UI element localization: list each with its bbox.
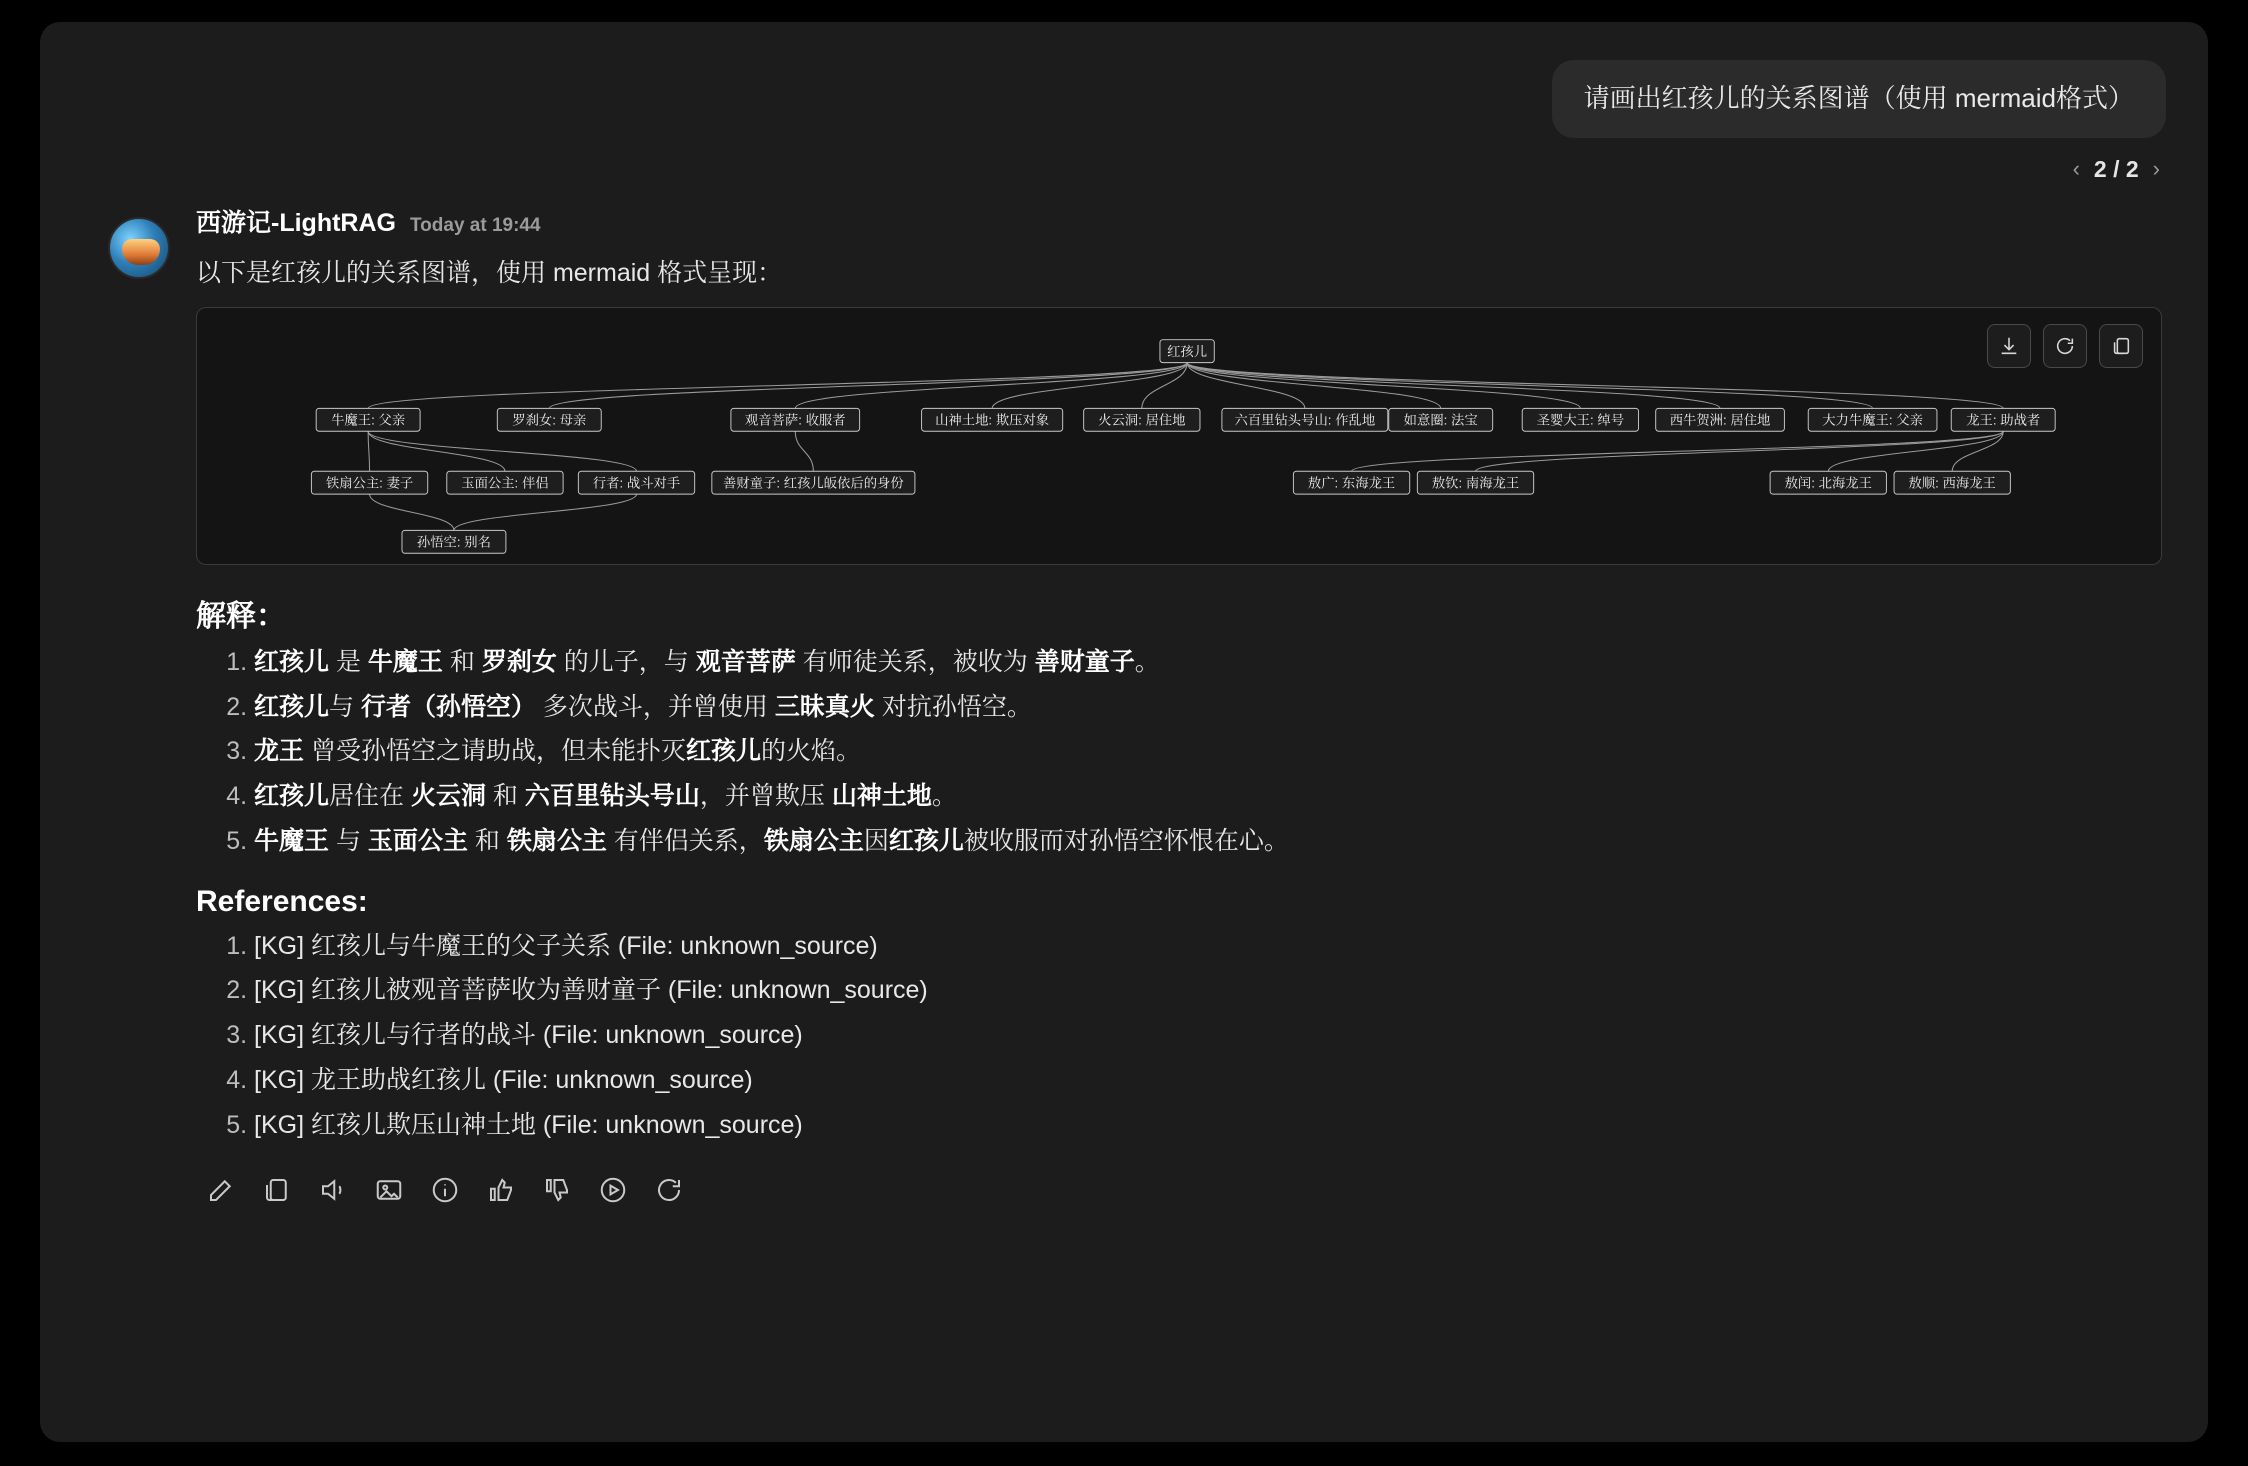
graph-edge — [368, 431, 505, 471]
edit-icon[interactable] — [206, 1175, 236, 1205]
assistant-message — [40, 183, 2208, 1206]
graph-node-label: 铁扇公主: 妻子 — [325, 475, 414, 491]
graph-node[interactable] — [1808, 408, 1937, 431]
graph-edge — [1352, 431, 2004, 471]
explanation-item: 5. 牛魔王 与 玉面公主 和 铁扇公主 有伴侣关系，铁扇公主因红孩儿被收服而对孙悟空怀恨在心。 — [254, 825, 2162, 859]
explanation-item: 2. 红孩儿与 行者（孙悟空） 多次战斗，并曾使用 三昧真火 对抗孙悟空。 — [254, 691, 2162, 725]
graph-edge — [370, 494, 454, 530]
graph-edge — [368, 431, 636, 471]
graph-node-label: 玉面公主: 伴侣 — [461, 475, 549, 491]
reference-item: 5. [KG] 红孩儿欺压山神土地 (File: unknown_source) — [254, 1109, 2162, 1143]
graph-edge — [1187, 362, 1720, 408]
assistant-timestamp: Today at 19:44 — [409, 214, 541, 236]
graph-node-label: 观音菩萨: 收服者 — [744, 412, 846, 428]
info-icon[interactable] — [430, 1175, 460, 1205]
graph-node-label: 红孩儿 — [1167, 343, 1208, 359]
relationship-graph — [197, 308, 2161, 564]
play-icon[interactable] — [598, 1175, 628, 1205]
graph-node[interactable] — [1522, 408, 1638, 431]
graph-node-label: 西牛贺洲: 居住地 — [1669, 412, 1771, 428]
graph-node-label: 山神土地: 欺压对象 — [935, 412, 1050, 428]
graph-edge — [368, 431, 369, 471]
explanation-list — [196, 646, 2162, 859]
explanation-item: 4. 红孩儿居住在 火云洞 和 六百里钻头号山，并曾欺压 山神土地。 — [254, 780, 2162, 814]
graph-node-label: 敖广: 东海龙王 — [1307, 475, 1396, 491]
thumbs-up-icon[interactable] — [486, 1175, 516, 1205]
graph-node[interactable] — [316, 408, 420, 431]
graph-node[interactable] — [447, 471, 563, 494]
mermaid-diagram-panel — [196, 307, 2162, 565]
explanation-item: 3. 龙王 曾受孙悟空之请助战，但未能扑灭红孩儿的火焰。 — [254, 735, 2162, 769]
chat-window — [40, 22, 2208, 1442]
graph-node-label: 大力牛魔王: 父亲 — [1822, 412, 1923, 428]
graph-node-label: 六百里钻头号山: 作乱地 — [1234, 412, 1376, 428]
graph-node[interactable] — [497, 408, 601, 431]
image-icon[interactable] — [374, 1175, 404, 1205]
graph-node-label: 孙悟空: 别名 — [416, 534, 491, 550]
reference-item: 3. [KG] 红孩儿与行者的战斗 (File: unknown_source) — [254, 1019, 2162, 1053]
graph-node[interactable] — [922, 408, 1063, 431]
user-message-bubble: 请画出红孩儿的关系图谱（使用 mermaid格式） — [1552, 60, 2166, 138]
graph-node-label: 牛魔王: 父亲 — [331, 412, 406, 428]
graph-node-label: 敖顺: 西海龙王 — [1908, 475, 1996, 491]
graph-edge — [1187, 362, 1872, 408]
references-list — [196, 930, 2162, 1143]
graph-node[interactable] — [1222, 408, 1388, 431]
graph-edge — [1187, 362, 1441, 408]
avatar — [108, 217, 170, 279]
graph-node[interactable] — [311, 471, 427, 494]
graph-node[interactable] — [578, 471, 694, 494]
graph-node[interactable] — [1417, 471, 1533, 494]
graph-node[interactable] — [1160, 340, 1214, 363]
user-message-row — [40, 22, 2208, 138]
explanation-item: 1. 红孩儿 是 牛魔王 和 罗刹女 的儿子，与 观音菩萨 有师徒关系，被收为 善财童子。 — [254, 646, 2162, 680]
graph-edge — [368, 362, 1187, 408]
graph-node-label: 火云洞: 居住地 — [1098, 412, 1186, 428]
message-action-bar — [196, 1153, 2162, 1205]
graph-edge — [454, 494, 637, 530]
assistant-body — [170, 203, 2208, 1206]
assistant-name: 西游记-LightRAG — [196, 208, 396, 237]
references-heading: References: — [196, 884, 368, 918]
graph-node[interactable] — [1084, 408, 1200, 431]
regenerate-icon[interactable] — [654, 1175, 684, 1205]
diagram-toolbar — [1987, 324, 2143, 368]
graph-node-label: 罗刹女: 母亲 — [512, 412, 587, 428]
graph-node[interactable] — [1293, 471, 1409, 494]
graph-node[interactable] — [1951, 408, 2055, 431]
graph-node-label: 如意圈: 法宝 — [1403, 412, 1478, 428]
reference-item: 1. [KG] 红孩儿与牛魔王的父子关系 (File: unknown_source) — [254, 930, 2162, 964]
graph-node-label: 龙王: 助战者 — [1966, 412, 2041, 428]
graph-node[interactable] — [402, 530, 506, 553]
graph-node[interactable] — [1656, 408, 1785, 431]
copy-icon[interactable] — [2099, 324, 2143, 368]
graph-node[interactable] — [1770, 471, 1886, 494]
assistant-intro-text: 以下是红孩儿的关系图谱，使用 mermaid 格式呈现： — [196, 258, 783, 287]
assistant-meta — [196, 203, 2162, 239]
thumbs-down-icon[interactable] — [542, 1175, 572, 1205]
graph-node[interactable] — [1894, 471, 2010, 494]
download-icon[interactable] — [1987, 324, 2031, 368]
graph-node-label: 敖钦: 南海龙王 — [1431, 475, 1520, 491]
graph-node[interactable] — [1389, 408, 1493, 431]
graph-node-label: 圣婴大王: 绰号 — [1536, 412, 1625, 428]
message-pager — [40, 138, 2208, 183]
pager-count: 2 / 2 — [2093, 155, 2139, 182]
graph-node-label: 行者: 战斗对手 — [592, 475, 681, 491]
speaker-icon[interactable] — [318, 1175, 348, 1205]
pager-next-button[interactable]: › — [2152, 156, 2160, 182]
graph-edge — [1476, 431, 2004, 471]
graph-node[interactable] — [712, 471, 915, 494]
pager-prev-button[interactable]: ‹ — [2072, 156, 2080, 182]
explanation-heading: 解释： — [196, 599, 286, 633]
reference-item: 4. [KG] 龙王助战红孩儿 (File: unknown_source) — [254, 1064, 2162, 1098]
graph-node-label: 善财童子: 红孩儿皈依后的身份 — [723, 475, 904, 491]
graph-node-label: 敖闰: 北海龙王 — [1784, 475, 1872, 491]
refresh-icon[interactable] — [2043, 324, 2087, 368]
reference-item: 2. [KG] 红孩儿被观音菩萨收为善财童子 (File: unknown_source) — [254, 974, 2162, 1008]
graph-edge — [795, 431, 813, 471]
copy-icon[interactable] — [262, 1175, 292, 1205]
graph-node[interactable] — [731, 408, 860, 431]
